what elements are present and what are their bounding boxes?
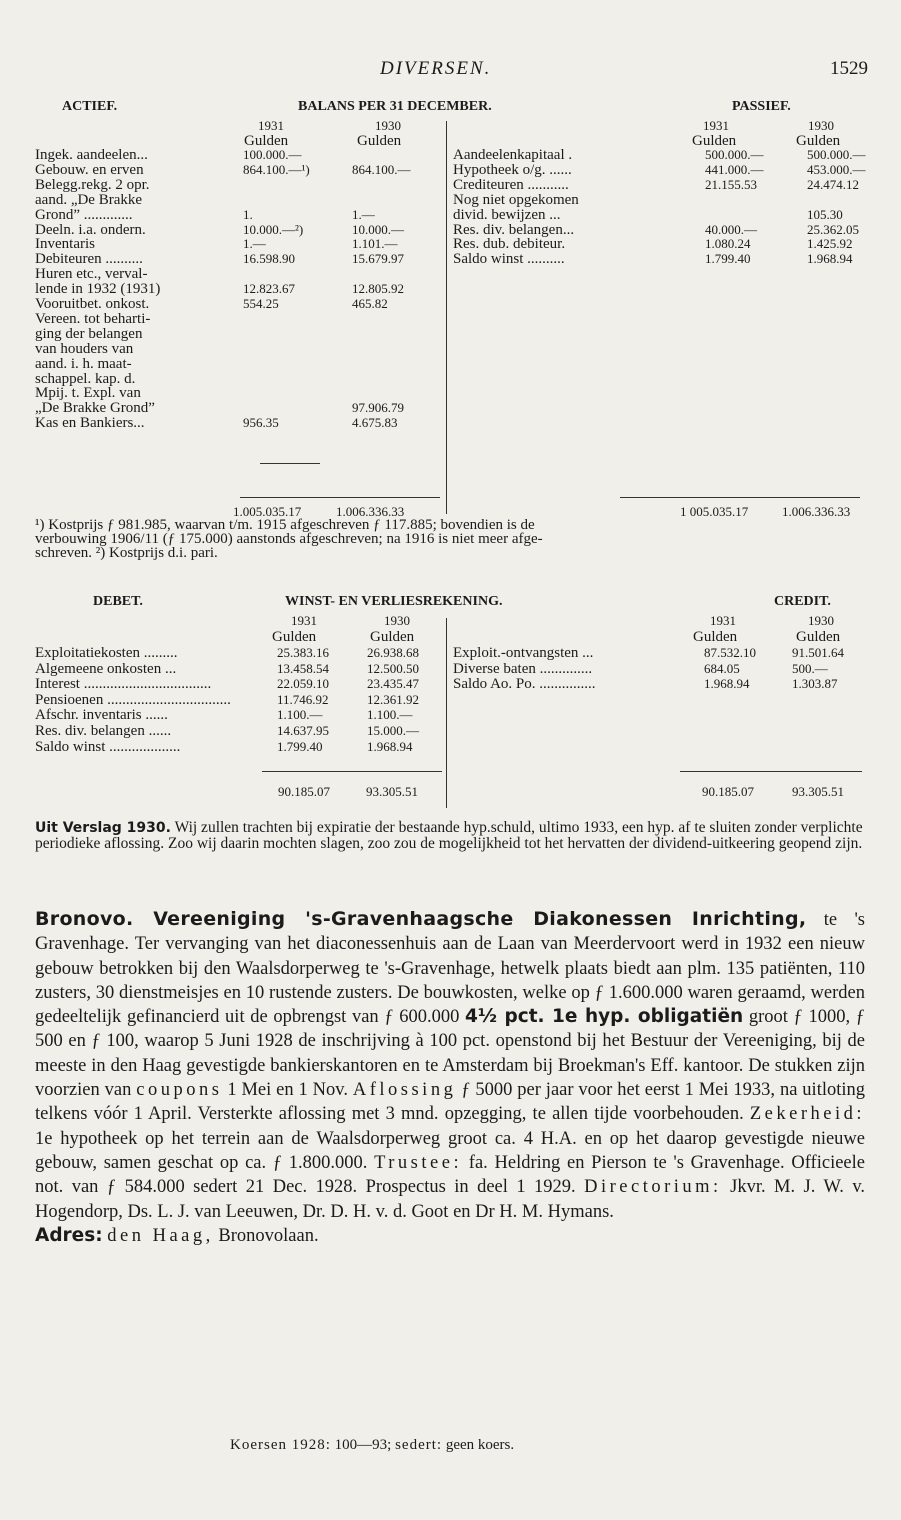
row-value-1930: 453.000.—	[807, 161, 866, 177]
row-value-1930: 26.938.68	[367, 645, 419, 660]
row-label: schappel. kap. d.	[35, 370, 136, 387]
verslag-note	[35, 820, 865, 851]
debet-caption: DEBET.	[93, 594, 143, 609]
verslag-label: Uit Verslag 1930.	[35, 820, 171, 836]
row-value-1930: 500.000.—	[807, 147, 866, 162]
col-unit: Gulden	[693, 629, 738, 645]
bronovo-entry	[35, 907, 865, 1248]
coupons-label: coupons	[136, 1080, 223, 1101]
directorium-label: Directorium:	[584, 1177, 722, 1198]
col-unit: Gulden	[272, 629, 317, 645]
row-value-1930: 25.362.05	[807, 221, 859, 237]
row-value-1930: 1.101.—	[352, 236, 398, 252]
row-value-1931: 554.25	[243, 296, 279, 311]
verslag-text: Wij zullen trachten bij expiratie der bestaande hyp.schuld, ultimo 1933, een hyp. af te sluiten zonder verplichte periodieke aflossing. Zoo wij daarin mochten slagen, zoo zou de mogelijkheid tot het hervatten der dividend-uitkeering geopend zijn.	[35, 819, 863, 852]
row-value-1931: 1.799.40	[705, 251, 751, 267]
balans-title: BALANS PER 31 DECEMBER.	[298, 99, 492, 114]
row-label: Mpij. t. Expl. van	[35, 385, 141, 402]
row-label: lende in 1932 (1931)	[35, 281, 161, 298]
row-value-1931: 14.637.95	[277, 723, 329, 738]
row-label: Belegg.rekg. 2 opr.	[35, 176, 150, 193]
row-label: Res. div. belangen ......	[35, 723, 172, 739]
col-unit: Gulden	[796, 629, 841, 645]
row-value-1930: 12.500.50	[367, 660, 419, 676]
row-value-1930: 12.361.92	[367, 691, 419, 707]
total-passiva-1930: 1.006.336.33	[782, 504, 851, 519]
row-value-1931: 22.059.10	[277, 676, 329, 692]
koersen-label: Koersen 1928:	[230, 1437, 331, 1453]
bronovo-text: groot ƒ 1000, ƒ 500 en ƒ 100, waarop 5 Juni 1928 de inschrijving à 100 pct. openstond bij het Bestuur der Vereeniging, bij de meeste in den Haag gevestigde bankierskantoren en te Amsterdam bij Broekman's Eff. kantoor. De stukken zijn voorzien van	[35, 1007, 865, 1101]
row-label: van houders van	[35, 340, 134, 357]
col-unit: Gulden	[244, 133, 289, 149]
row-value-1931: 1.799.40	[277, 738, 323, 754]
trustee-label: Trustee:	[374, 1152, 463, 1173]
running-header: DIVERSEN.	[380, 58, 492, 79]
col-year: 1930	[808, 118, 834, 133]
bronovo-title: Bronovo. Vereeniging 's-Gravenhaagsche Diakonessen Inrichting,	[35, 908, 807, 930]
passief-caption: PASSIEF.	[732, 99, 791, 114]
footnote-line: schreven. ²) Kostprijs d.i. pari.	[35, 545, 218, 561]
footnote-line: ¹) Kostprijs ƒ 981.985, waarvan t/m. 1915 afgeschreven ƒ 117.885; bovendien is de	[35, 517, 535, 533]
row-label: Exploit.-ontvangsten ...	[453, 645, 594, 661]
bronovo-text: te 's Gravenhage. Ter vervanging van het diaconessenhuis aan de Laan van Meerdervoort werd in 1932 een nieuw gebouw betrokken bij den Waalsdorperweg te 's-Gravenhage, hetwelk plaats biedt aan plm. 135 patiënten, 110 zusters, 30 dienstmeisjes en 10 rustende zusters. De bouwkosten, welke op ƒ 1.600.000 waren geraamd, werden gedeeltelijk gefinancierd uit de opbrengst van ƒ 600.000	[35, 910, 865, 1028]
row-value-1931: 1.100.—	[277, 707, 323, 723]
koersen-line	[230, 1437, 514, 1454]
total-debet-1931: 90.185.07	[278, 784, 330, 799]
row-value-1931: 1.	[243, 206, 253, 222]
bronovo-text: Jkvr. M. J. W. v. Hogendorp, Ds. L. J. van Leeuwen, Dr. D. H. v. d. Goot en Dr H. M. Hymans.	[35, 1177, 865, 1222]
column-divider	[446, 121, 447, 514]
bronovo-text: ƒ 5000 per jaar voor het eerst 1 Mei 1933, na uitloting telkens vóór 1 April. Versterkte aflossing met 3 mnd. opzegging, te allen tijde voorbehouden.	[35, 1080, 866, 1125]
row-value-1930: 4.675.83	[352, 415, 398, 431]
row-label: ging der belangen	[35, 325, 143, 342]
row-value-1930: 12.805.92	[352, 281, 404, 297]
row-label: Inventaris	[35, 236, 95, 253]
sedert-value: geen koers.	[442, 1437, 515, 1453]
row-value-1931: 10.000.—²)	[243, 221, 304, 237]
row-value-1930: 24.474.12	[807, 176, 859, 192]
adres-street: Bronovolaan.	[213, 1225, 319, 1246]
row-value-1930: 91.501.64	[792, 645, 844, 660]
row-value-1930: 1.—	[352, 206, 375, 222]
row-value-1931: 1.—	[243, 236, 266, 252]
row-value-1931: 13.458.54	[277, 660, 329, 676]
row-value-1930: 864.100.—	[352, 161, 411, 177]
row-value-1930: 10.000.—	[352, 221, 404, 237]
row-label: Gebouw. en erven	[35, 161, 144, 178]
row-label: Huren etc., verval-	[35, 266, 148, 283]
row-value-1931: 864.100.—¹)	[243, 161, 310, 177]
row-value-1931: 40.000.—	[705, 221, 757, 237]
row-label: Exploitatiekosten .........	[35, 645, 178, 661]
row-label: „De Brakke Grond”	[35, 400, 155, 417]
col-unit: Gulden	[357, 133, 402, 149]
winst-title: WINST- EN VERLIESREKENING.	[285, 594, 503, 609]
total-rule	[620, 497, 860, 498]
dash-line	[260, 463, 320, 464]
row-label: Vereen. tot beharti-	[35, 310, 151, 327]
row-value-1931: 16.598.90	[243, 251, 295, 267]
row-label: Crediteuren ...........	[453, 176, 569, 193]
row-value-1931: 441.000.—	[705, 161, 764, 177]
row-value-1931: 500.000.—	[705, 147, 764, 162]
loan-title: 4½ pct. 1e hyp. obligatiën	[465, 1006, 744, 1028]
row-label: Vooruitbet. onkost.	[35, 296, 150, 312]
col-year: 1931	[703, 118, 729, 133]
actief-caption: ACTIEF.	[62, 99, 118, 114]
row-label: Hypotheek o/g. ......	[453, 161, 572, 178]
col-year: 1930	[375, 118, 401, 133]
row-value-1931: 100.000.—	[243, 147, 302, 162]
row-value-1930: 1.303.87	[792, 676, 838, 692]
row-value-1931: 21.155.53	[705, 176, 757, 192]
aflossing-label: Aflossing	[352, 1080, 457, 1101]
row-label: Algemeene onkosten ...	[35, 660, 177, 677]
row-value-1930: 1.968.94	[367, 738, 413, 754]
row-value-1930: 1.425.92	[807, 236, 853, 252]
total-rule	[680, 771, 862, 772]
row-value-1931: 87.532.10	[704, 645, 756, 660]
col-year: 1931	[710, 613, 736, 628]
col-unit: Gulden	[796, 133, 841, 149]
zekerheid-label: Zekerheid:	[749, 1104, 865, 1125]
row-label: Diverse baten ..............	[453, 660, 593, 677]
row-value-1930: 1.100.—	[367, 707, 413, 723]
row-value-1931: 684.05	[704, 660, 740, 676]
bronovo-text: fa. Heldring en Pierson te 's Gravenhage. Officieele not. van ƒ 584.000 sedert 21 Dec. 1928. Prospectus in deel 1 1929.	[35, 1152, 865, 1198]
adres-city: den Haag,	[107, 1225, 214, 1246]
row-value-1930: 465.82	[352, 296, 388, 311]
row-label: Saldo winst ...................	[35, 738, 181, 755]
row-label: Res. dub. debiteur.	[453, 236, 566, 253]
col-year: 1930	[384, 613, 410, 628]
row-label: Kas en Bankiers...	[35, 415, 145, 432]
row-label: Nog niet opgekomen	[453, 191, 579, 208]
row-value-1931: 1.968.94	[704, 676, 750, 692]
row-value-1930: 23.435.47	[367, 676, 419, 692]
col-unit: Gulden	[692, 133, 737, 149]
total-activa-1931: 1.005.035.17	[233, 504, 302, 519]
row-value-1930: 15.000.—	[367, 723, 419, 738]
row-label: Debiteuren ..........	[35, 251, 143, 268]
page-number: 1529	[830, 58, 868, 79]
bronovo-text: 1 Mei en 1 Nov.	[222, 1080, 353, 1101]
total-rule	[240, 497, 440, 498]
row-label: Ingek. aandeelen...	[35, 147, 148, 163]
row-value-1930: 105.30	[807, 206, 843, 222]
adres-label: Adres:	[35, 1224, 103, 1246]
column-divider	[446, 618, 447, 808]
row-value-1931: 1.080.24	[705, 236, 751, 252]
row-value-1930: 500.—	[792, 660, 828, 676]
total-passiva-1931: 1 005.035.17	[680, 504, 749, 519]
col-year: 1931	[258, 118, 284, 133]
col-unit: Gulden	[370, 629, 415, 645]
row-label: Res. div. belangen...	[453, 221, 575, 238]
row-label: Saldo winst ..........	[453, 251, 565, 268]
row-label: Saldo Ao. Po. ...............	[453, 676, 596, 693]
row-label: Grond” .............	[35, 206, 133, 223]
col-year: 1931	[291, 613, 317, 628]
row-label: Aandeelenkapitaal .	[453, 147, 573, 163]
row-value-1930: 97.906.79	[352, 400, 404, 416]
row-label: Deeln. i.a. ondern.	[35, 221, 146, 238]
total-debet-1930: 93.305.51	[366, 784, 418, 799]
row-value-1930: 1.968.94	[807, 251, 853, 267]
total-rule	[262, 771, 442, 772]
total-activa-1930: 1.006.336.33	[336, 504, 405, 519]
sedert-label: sedert:	[395, 1437, 443, 1453]
bronovo-text: 1e hypotheek op het terrein aan de Waalsdorperweg groot ca. 4 H.A. en op het daarop gevestigde nieuwe gebouw, samen geschat op ca. ƒ 1.800.000.	[35, 1128, 865, 1173]
total-credit-1930: 93.305.51	[792, 784, 844, 799]
koersen-value: 100—93;	[330, 1437, 396, 1453]
row-label: Interest ..................................	[35, 676, 212, 693]
footnote-line: verbouwing 1906/11 (ƒ 175.000) aanstonds afgeschreven; na 1916 is niet meer afge-	[35, 531, 543, 547]
row-value-1930: 15.679.97	[352, 251, 404, 267]
row-value-1931: 25.383.16	[277, 645, 329, 660]
row-label: Pensioenen .................................	[35, 691, 231, 708]
row-label: aand. i. h. maat-	[35, 355, 132, 372]
row-label: Afschr. inventaris ......	[35, 707, 168, 724]
credit-caption: CREDIT.	[774, 594, 831, 609]
row-value-1931: 12.823.67	[243, 281, 295, 297]
total-credit-1931: 90.185.07	[702, 784, 754, 799]
row-value-1931: 11.746.92	[277, 691, 329, 707]
row-label: aand. „De Brakke	[35, 191, 143, 208]
row-label: divid. bewijzen ...	[453, 206, 561, 223]
row-value-1931: 956.35	[243, 415, 279, 431]
col-year: 1930	[808, 613, 834, 628]
